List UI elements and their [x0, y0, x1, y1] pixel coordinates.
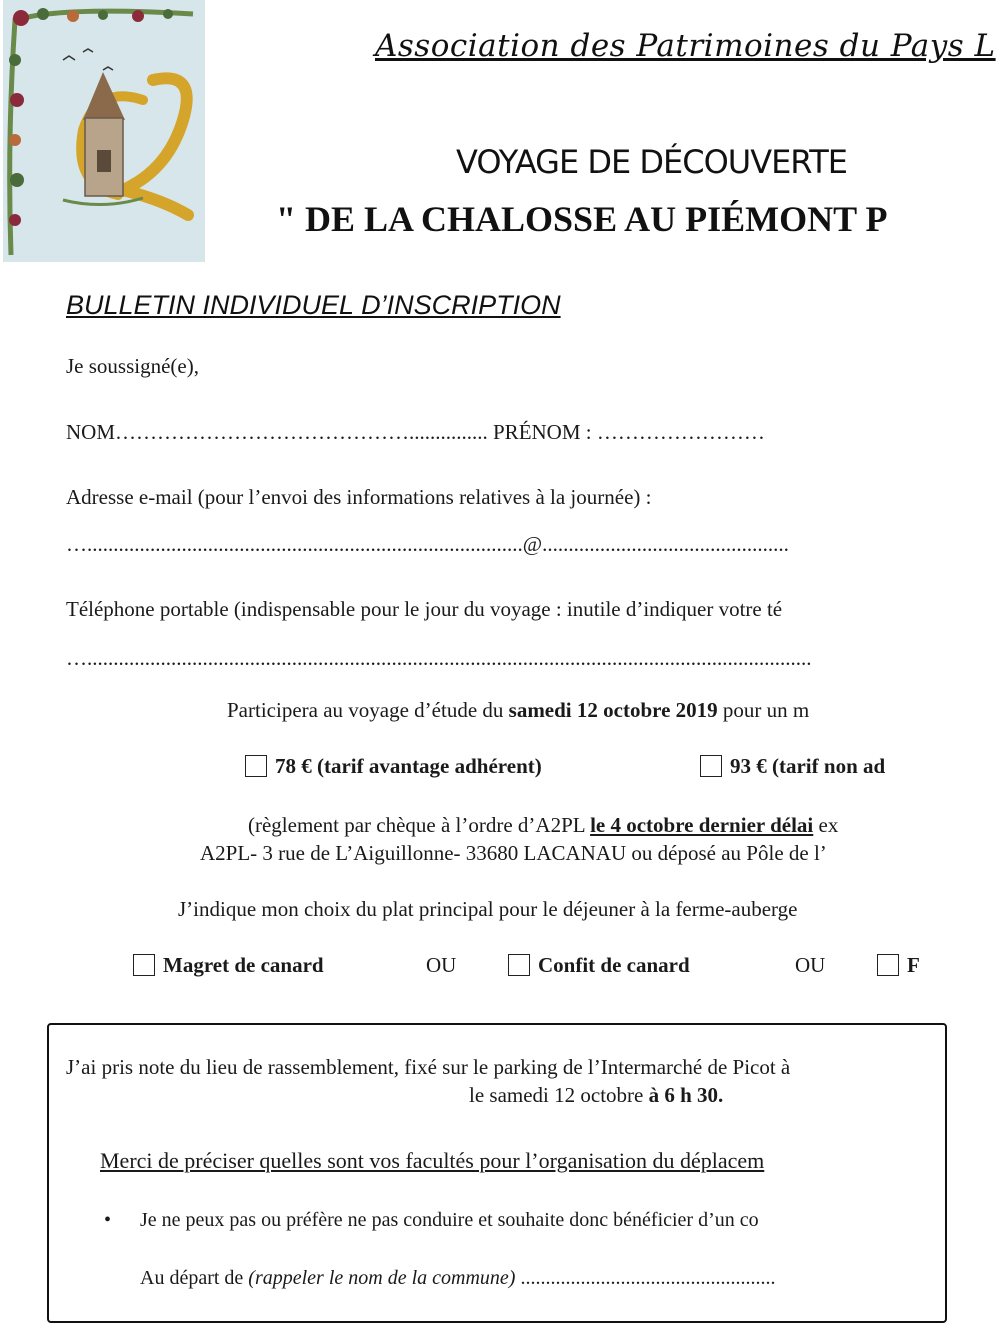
- phone-field[interactable]: …..........................................................................................................................................: [66, 646, 812, 670]
- association-name: Association des Patrimoines du Pays L: [375, 28, 996, 64]
- phone-label: Téléphone portable (indispensable pour le jour du voyage : inutile d’indiquer votre té: [66, 597, 783, 621]
- transport-heading: Merci de préciser quelles sont vos facultés pour l’organisation du déplacem: [100, 1148, 765, 1173]
- form-heading: BULLETIN INDIVIDUEL D’INSCRIPTION: [66, 290, 561, 320]
- payment-suffix: ex: [813, 813, 839, 837]
- meeting-time-prefix: le samedi 12 octobre: [469, 1083, 649, 1107]
- price-nonmember-checkbox[interactable]: [700, 755, 722, 777]
- meal-option-magret[interactable]: [133, 953, 324, 978]
- participation-suffix: pour un m: [717, 698, 810, 722]
- email-label: Adresse e-mail (pour l’envoi des informations relatives à la journée) :: [66, 485, 652, 509]
- payment-address: A2PL- 3 rue de L’Aiguillonne- 33680 LACANAU ou déposé au Pôle de l’: [200, 841, 827, 865]
- payment-prefix: (règlement par chèque à l’ordre d’A2PL: [248, 813, 591, 837]
- name-field[interactable]: NOM……………………………………............... PRÉNOM : ……………………: [66, 420, 765, 444]
- price-member-label: 78 € (tarif avantage adhérent): [275, 754, 542, 778]
- email-field[interactable]: …...................................................................................@...............................................: [66, 532, 789, 556]
- meal-option-confit[interactable]: [508, 953, 690, 978]
- price-member-checkbox[interactable]: [245, 755, 267, 777]
- voyage-title: VOYAGE DE DÉCOUVERTE: [456, 143, 847, 181]
- departure-dots: ...................................................: [515, 1267, 776, 1289]
- departure-prefix: Au départ de: [140, 1267, 249, 1289]
- meal-magret-label: Magret de canard: [163, 953, 324, 977]
- tower-monogram-logo-icon: [3, 0, 205, 262]
- meeting-note: J’ai pris note du lieu de rassemblement, fixé sur le parking de l’Intermarché de Picot à: [66, 1055, 791, 1079]
- meeting-time: [469, 1083, 723, 1108]
- meal-confit-checkbox[interactable]: [508, 954, 530, 976]
- carpool-option[interactable]: Je ne peux pas ou préfère ne pas conduire et souhaite donc bénéficier d’un co: [140, 1209, 759, 1231]
- association-logo: [3, 0, 205, 262]
- participation-text: [227, 698, 809, 723]
- price-nonmember-label: 93 € (tarif non ad: [730, 754, 886, 778]
- meeting-time-value: à 6 h 30.: [648, 1083, 724, 1107]
- payment-text: [248, 813, 838, 838]
- participation-prefix: Participera au voyage d’étude du: [227, 698, 509, 722]
- meal-magret-checkbox[interactable]: [133, 954, 155, 976]
- meal-prompt: J’indique mon choix du plat principal pour le déjeuner à la ferme-auberge: [178, 897, 798, 921]
- departure-hint: (rappeler le nom de la commune): [248, 1267, 516, 1289]
- price-nonmember-option[interactable]: [700, 754, 885, 779]
- price-member-option[interactable]: [245, 754, 542, 779]
- intro-text: Je soussigné(e),: [66, 354, 199, 378]
- voyage-subtitle: " DE LA CHALOSSE AU PIÉMONT P: [276, 199, 888, 239]
- or-label-1: OU: [426, 953, 457, 977]
- participation-date: samedi 12 octobre 2019: [508, 698, 718, 722]
- meal-third-checkbox[interactable]: [877, 954, 899, 976]
- meal-third-label: F: [907, 953, 920, 977]
- meal-option-third[interactable]: [877, 953, 920, 978]
- departure-field[interactable]: [140, 1267, 775, 1290]
- meal-confit-label: Confit de canard: [538, 953, 690, 977]
- payment-deadline: le 4 octobre dernier délai: [590, 813, 814, 837]
- bullet-icon: •: [104, 1209, 112, 1231]
- or-label-2: OU: [795, 953, 826, 977]
